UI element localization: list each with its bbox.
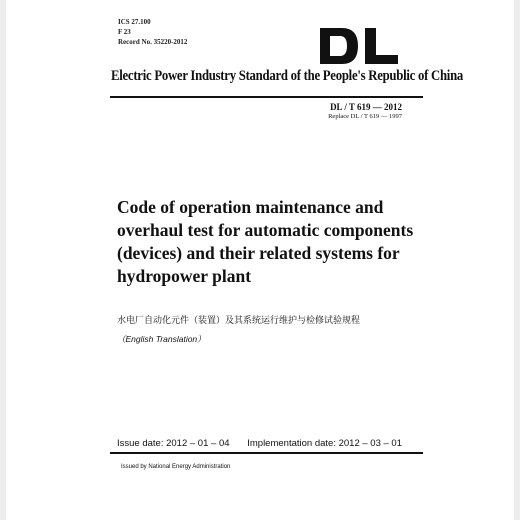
title-line: Code of operation maintenance and: [117, 197, 384, 217]
dl-logo: [320, 28, 398, 64]
document-cover: [6, 0, 514, 520]
record-number: Record No. 35220-2012: [118, 38, 188, 46]
title-line: hydropower plant: [117, 266, 252, 286]
footer-rule: [110, 452, 423, 454]
chinese-title: 水电厂自动化元件（装置）及其系统运行维护与检修试验规程: [117, 316, 361, 326]
standard-code: DL / T 619 — 2012: [330, 102, 402, 112]
classification-block: [118, 17, 187, 47]
ics-code: ICS 27.100: [118, 18, 151, 26]
document-title: [117, 196, 417, 288]
title-line: (devices) and their related systems for: [117, 243, 400, 263]
issue-date: Issue date: 2012 – 01 – 04: [117, 438, 230, 449]
issuing-authority: Issued by National Energy Administration: [121, 464, 231, 470]
f-code: F 23: [118, 28, 131, 36]
title-line: overhaul test for automatic components: [117, 220, 414, 240]
standard-title: Electric Power Industry Standard of the People's Republic of China: [111, 68, 464, 84]
implementation-date: Implementation date: 2012 – 03 – 01: [247, 438, 402, 449]
header-rule: [110, 96, 423, 98]
translation-note: （English Translation）: [117, 334, 206, 344]
replaced-standard: Replace DL / T 619 — 1997: [328, 113, 402, 120]
